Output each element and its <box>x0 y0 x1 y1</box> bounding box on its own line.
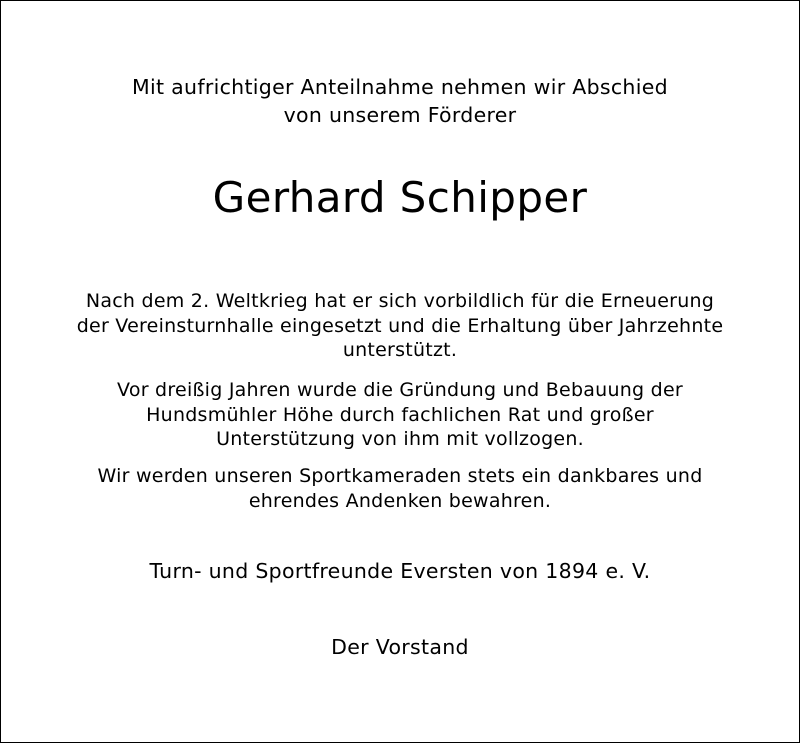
paragraph-line: unterstützt. <box>342 339 458 361</box>
paragraph-line: Hundsmühler Höhe durch fachlichen Rat und großer <box>146 403 654 426</box>
club-name: Turn- und Sportfreunde Eversten von 1894 e. V. <box>149 559 651 583</box>
paragraph-line: Vor dreißig Jahren wurde die Gründung und Bebauung der <box>117 379 683 401</box>
paragraph-line: Wir werden unseren Sportkameraden stets ein dankbares und <box>97 465 703 487</box>
paragraph-line: ehrendes Andenken bewahren. <box>248 489 552 512</box>
deceased-name: Gerhard Schipper <box>212 173 588 222</box>
paragraph-line: Unterstützung von ihm mit vollzogen. <box>216 428 584 450</box>
paragraph-founding <box>0 378 800 452</box>
intro-line: Mit aufrichtiger Anteilnahme nehmen wir Abschied <box>132 75 668 99</box>
paragraph-line: der Vereinsturnhalle eingesetzt und die Erhaltung über Jahrzehnte <box>76 314 724 337</box>
intro-text <box>0 73 800 129</box>
signature: Der Vorstand <box>331 635 469 659</box>
intro-line: von unserem Förderer <box>283 103 517 127</box>
paragraph-remembrance <box>0 464 800 513</box>
paragraph-line: Nach dem 2. Weltkrieg hat er sich vorbildlich für die Erneuerung <box>85 290 715 312</box>
paragraph-postwar <box>0 289 800 363</box>
